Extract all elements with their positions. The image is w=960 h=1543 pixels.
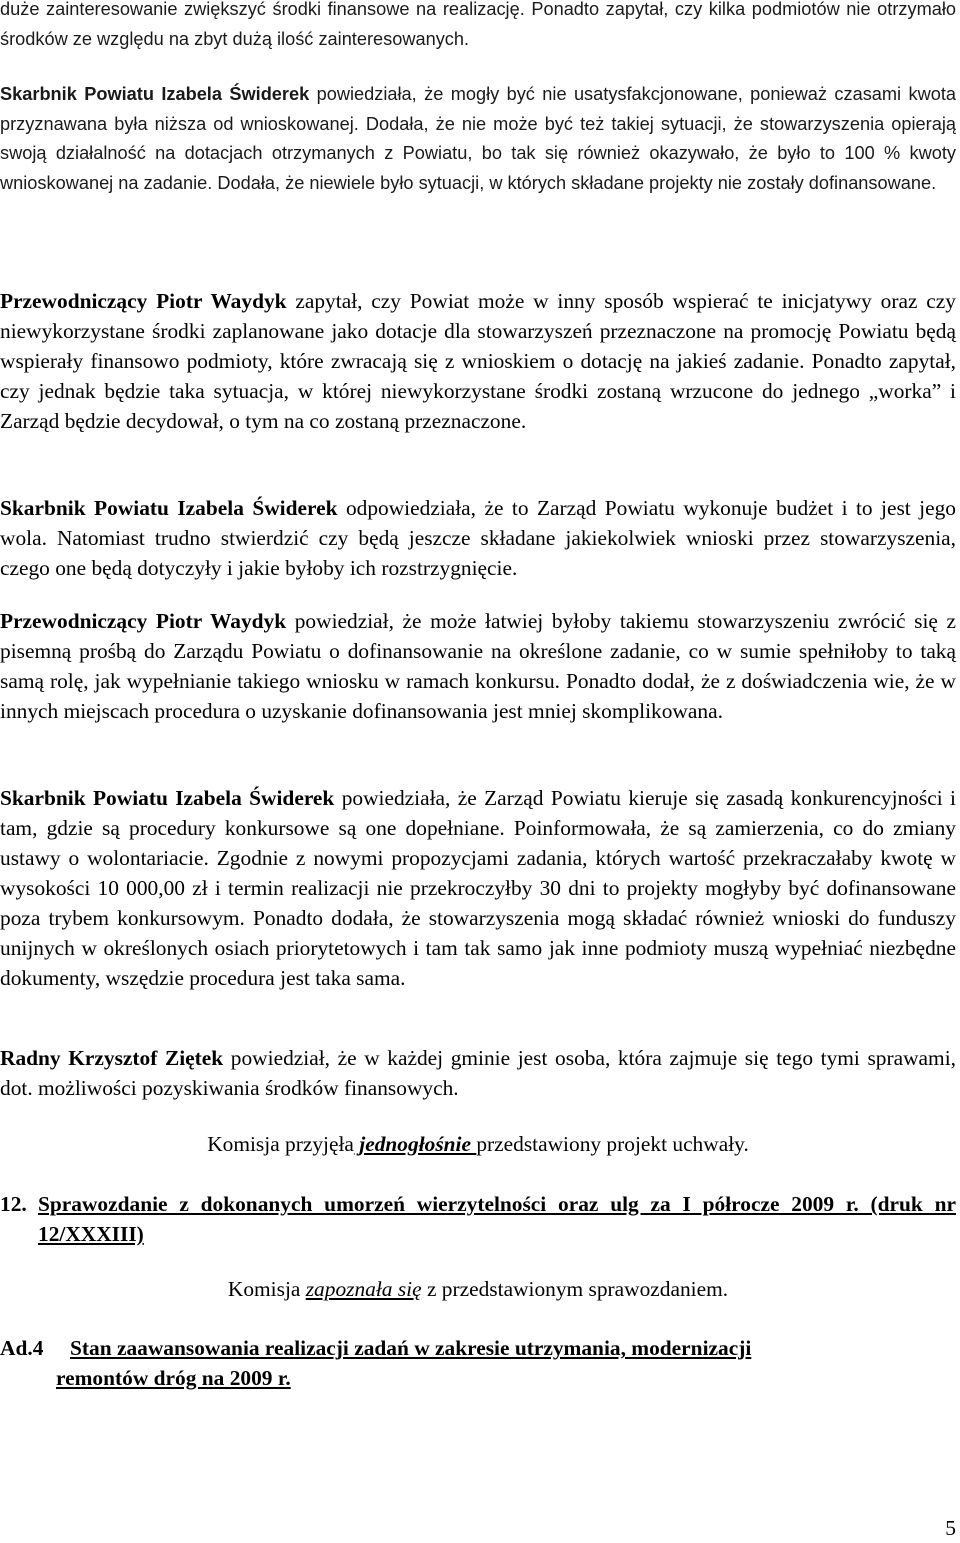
paragraph-councillor — [0, 1043, 956, 1103]
commission-decision-2 — [0, 1274, 956, 1304]
decision-suffix: przedstawiony projekt uchwały. — [476, 1132, 749, 1156]
speaker-name: Skarbnik Powiatu Izabela Świderek — [0, 496, 338, 520]
paragraph-text: powiedział, że w każdej gminie jest osoba, która zajmuje się tego tymi sprawami, dot. możliwości pozyskiwania środków finansowych. — [0, 1046, 956, 1100]
paragraph-continuation — [0, 0, 956, 54]
paragraph-text: odpowiedziała, że to Zarząd Powiatu wykonuje budżet i to jest jego wola. Natomiast trudno stwierdzić czy będą jeszcze składane jakiekolwiek wnioski przez stowarzyszenia, czego one będą dotyczyły i jakie byłoby ich rozstrzygnięcie. — [0, 496, 956, 580]
commission-decision-1 — [0, 1129, 956, 1159]
paragraph-text: powiedział, że może łatwiej byłoby takiemu stowarzyszeniu zwrócić się z pisemną prośbą do Zarządu Powiatu o dofinansowanie na określone zadanie, co w sumie spełniłoby to taką samą rolę, jak wypełnianie takiego wniosku w ramach konkursu. Ponadto dodał, że z doświadczenia wie, że w innych miejscach procedura o uzyskanie dofinansowania jest mniej skomplikowana. — [0, 609, 956, 723]
agenda-point-number: Ad.4 — [0, 1336, 44, 1360]
decision-emphasis: zapoznała się — [305, 1277, 422, 1301]
page-number: 5 — [945, 1516, 956, 1540]
paragraph-treasurer-2 — [0, 493, 956, 583]
paragraph-text: duże zainteresowanie zwiększyć środki finansowe na realizację. Ponadto zapytał, czy kilka podmiotów nie otrzymało środków ze względu na zbyt dużą ilość zainteresowanych. — [0, 0, 956, 49]
agenda-item-title-text: Sprawozdanie z dokonanych umorzeń wierzytelności oraz ulg za I półrocze 2009 r. (druk nr 12/XXXIII) — [38, 1192, 956, 1246]
agenda-point-title-line1 — [70, 1333, 956, 1363]
decision-emphasis: jednogłośnie — [353, 1132, 477, 1156]
paragraph-text: zapytał, czy Powiat może w inny sposób wspierać te inicjatywy oraz czy niewykorzystane środki zaplanowane jako dotacje dla stowarzyszeń przeznaczone na promocję Powiatu będą wspierały finansowo podmioty, które zwracają się z wnioskiem o dotację na jakieś zadanie. Ponadto zapytał, czy jednak będzie taka sytuacja, w której niewykorzystane środki zostaną wrzucone do jednego „worka” i Zarząd będzie decydował, o tym na co zostaną przeznaczone. — [0, 289, 956, 433]
speaker-name: Radny Krzysztof Ziętek — [0, 1046, 224, 1070]
decision-suffix: z przedstawionym sprawozdaniem. — [421, 1277, 729, 1301]
paragraph-chairman-2 — [0, 606, 956, 726]
agenda-point-title-text-2: remontów dróg na 2009 r. — [56, 1366, 291, 1390]
paragraph-treasurer-3 — [0, 783, 956, 993]
paragraph-text: powiedziała, że Zarząd Powiatu kieruje się zasadą konkurencyjności i tam, gdzie są procedury konkursowe są one dopełniane. Poinformowała, że są zamierzenia, co do zmiany ustawy o wolontariacie. Zgodnie z nowymi propozycjami zadania, których wartość przekraczałaby kwotę w wysokości 10 000,00 zł i termin realizacji nie przekroczyłby 30 dni to projekty mogłyby być dofinansowane poza trybem konkursowym. Ponadto dodała, że stowarzyszenia mogą składać również wnioski do funduszy unijnych w określonych osiach priorytetowych i tam tak samo jak inne podmioty muszą wypełniać niezbędne dokumenty, wszędzie procedura jest taka sama. — [0, 786, 957, 990]
decision-prefix: Komisja przyjęła — [207, 1132, 354, 1156]
speaker-name: Przewodniczący Piotr Waydyk — [0, 289, 287, 313]
speaker-name: Skarbnik Powiatu Izabela Świderek — [0, 84, 310, 104]
decision-prefix: Komisja — [227, 1277, 306, 1301]
paragraph-treasurer-1 — [0, 80, 956, 198]
paragraph-text: powiedziała, że mogły być nie usatysfakcjonowane, ponieważ czasami kwota przyznawana była niższa od wnioskowanej. Dodała, że nie może być też takiej sytuacji, że stowarzyszenia opierają swoją działalność na dotacjach otrzymanych z Powiatu, bo tak się również okazywało, że było to 100 % kwoty wnioskowanej na zadanie. Dodała, że niewiele było sytuacji, w których składane projekty nie zostały dofinansowane. — [0, 84, 956, 193]
paragraph-chairman-1 — [0, 286, 956, 436]
agenda-item-title — [38, 1189, 956, 1249]
speaker-name: Skarbnik Powiatu Izabela Świderek — [0, 786, 335, 810]
agenda-item-number: 12. — [0, 1192, 27, 1216]
speaker-name: Przewodniczący Piotr Waydyk — [0, 609, 287, 633]
agenda-point-title-text: Stan zaawansowania realizacji zadań w zakresie utrzymania, modernizacji — [70, 1336, 752, 1360]
agenda-point-title-line2 — [56, 1363, 956, 1393]
